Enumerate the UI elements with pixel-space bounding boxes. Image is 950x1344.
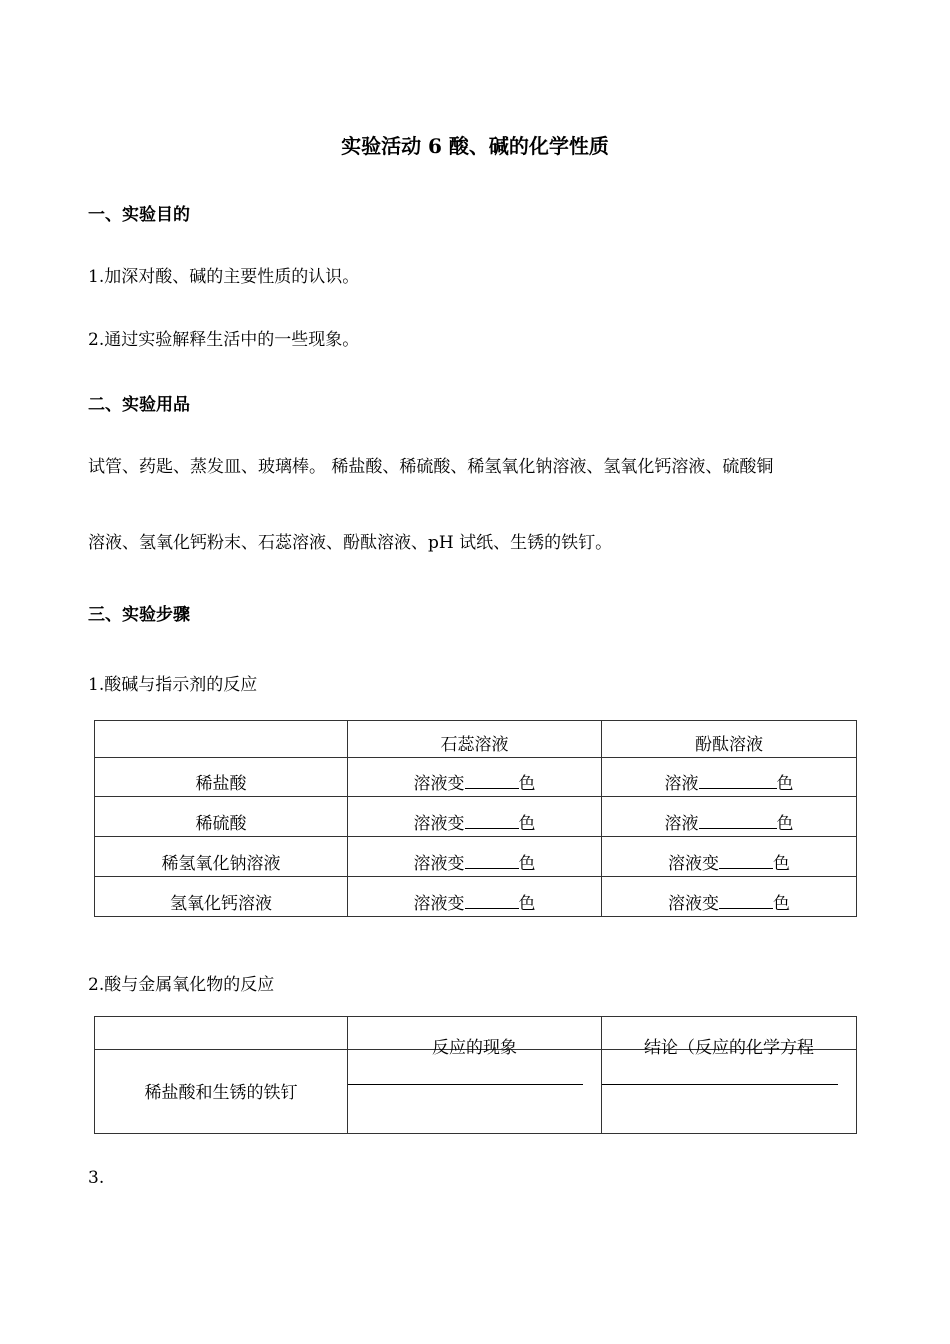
header-cell-empty (95, 721, 348, 758)
answer-blank[interactable] (699, 814, 777, 829)
header-cell-conclusion: 结论（反应的化学方程 (602, 1017, 857, 1050)
step3-label: 3. (88, 1168, 105, 1188)
materials-line-1: 试管、药匙、蒸发皿、玻璃棒。 稀盐酸、稀硫酸、稀氢氧化钠溶液、氢氧化钙溶液、硫酸铜 (88, 457, 774, 477)
section-heading-purpose: 一、实验目的 (88, 205, 190, 225)
table-row (95, 1050, 857, 1134)
materials-line-2: 溶液、氢氧化钙粉末、石蕊溶液、酚酞溶液、pH 试纸、生锈的铁钉。 (88, 533, 613, 553)
phenolphthalein-cell: 溶液变 色 (602, 877, 857, 917)
row-name: 稀氢氧化钠溶液 (95, 837, 348, 877)
table-row (95, 758, 857, 797)
litmus-cell: 溶液变 色 (348, 877, 602, 917)
conclusion-cell (602, 1050, 857, 1134)
answer-blank[interactable] (719, 894, 773, 909)
row-name: 氢氧化钙溶液 (95, 877, 348, 917)
litmus-cell: 溶液变 色 (348, 797, 602, 837)
step2-label: 2.酸与金属氧化物的反应 (88, 975, 275, 995)
answer-blank[interactable] (699, 774, 777, 789)
litmus-cell: 溶液变 色 (348, 837, 602, 877)
row-name: 稀硫酸 (95, 797, 348, 837)
row-name: 稀盐酸和生锈的铁钉 (95, 1050, 348, 1134)
header-cell-phenomenon: 反应的现象 (348, 1017, 602, 1050)
section-heading-materials: 二、实验用品 (88, 395, 190, 415)
indicator-table-header (95, 721, 857, 758)
phenomenon-cell (348, 1050, 602, 1134)
answer-line[interactable] (348, 1084, 583, 1085)
header-cell-phenolphthalein: 酚酞溶液 (602, 721, 857, 758)
purpose-item-2: 2.通过实验解释生活中的一些现象。 (88, 330, 360, 350)
table-row (95, 877, 857, 917)
indicator-table (94, 720, 857, 917)
table-row (95, 797, 857, 837)
header-cell-litmus: 石蕊溶液 (348, 721, 602, 758)
answer-blank[interactable] (465, 854, 519, 869)
litmus-cell: 溶液变 色 (348, 758, 602, 797)
answer-blank[interactable] (465, 774, 519, 789)
phenolphthalein-cell: 溶液变 色 (602, 837, 857, 877)
answer-line[interactable] (602, 1084, 838, 1085)
header-cell-empty (95, 1017, 348, 1050)
section-heading-steps: 三、实验步骤 (88, 605, 190, 625)
row-name: 稀盐酸 (95, 758, 348, 797)
page-title: 实验活动 6 酸、碱的化学性质 (341, 134, 609, 158)
answer-blank[interactable] (465, 894, 519, 909)
table-row (95, 837, 857, 877)
purpose-item-1: 1.加深对酸、碱的主要性质的认识。 (88, 267, 360, 287)
oxide-reaction-table (94, 1016, 857, 1134)
answer-blank[interactable] (465, 814, 519, 829)
answer-blank[interactable] (719, 854, 773, 869)
oxide-table-header (95, 1017, 857, 1050)
phenolphthalein-cell: 溶液 色 (602, 758, 857, 797)
step1-label: 1.酸碱与指示剂的反应 (88, 675, 258, 695)
phenolphthalein-cell: 溶液 色 (602, 797, 857, 837)
